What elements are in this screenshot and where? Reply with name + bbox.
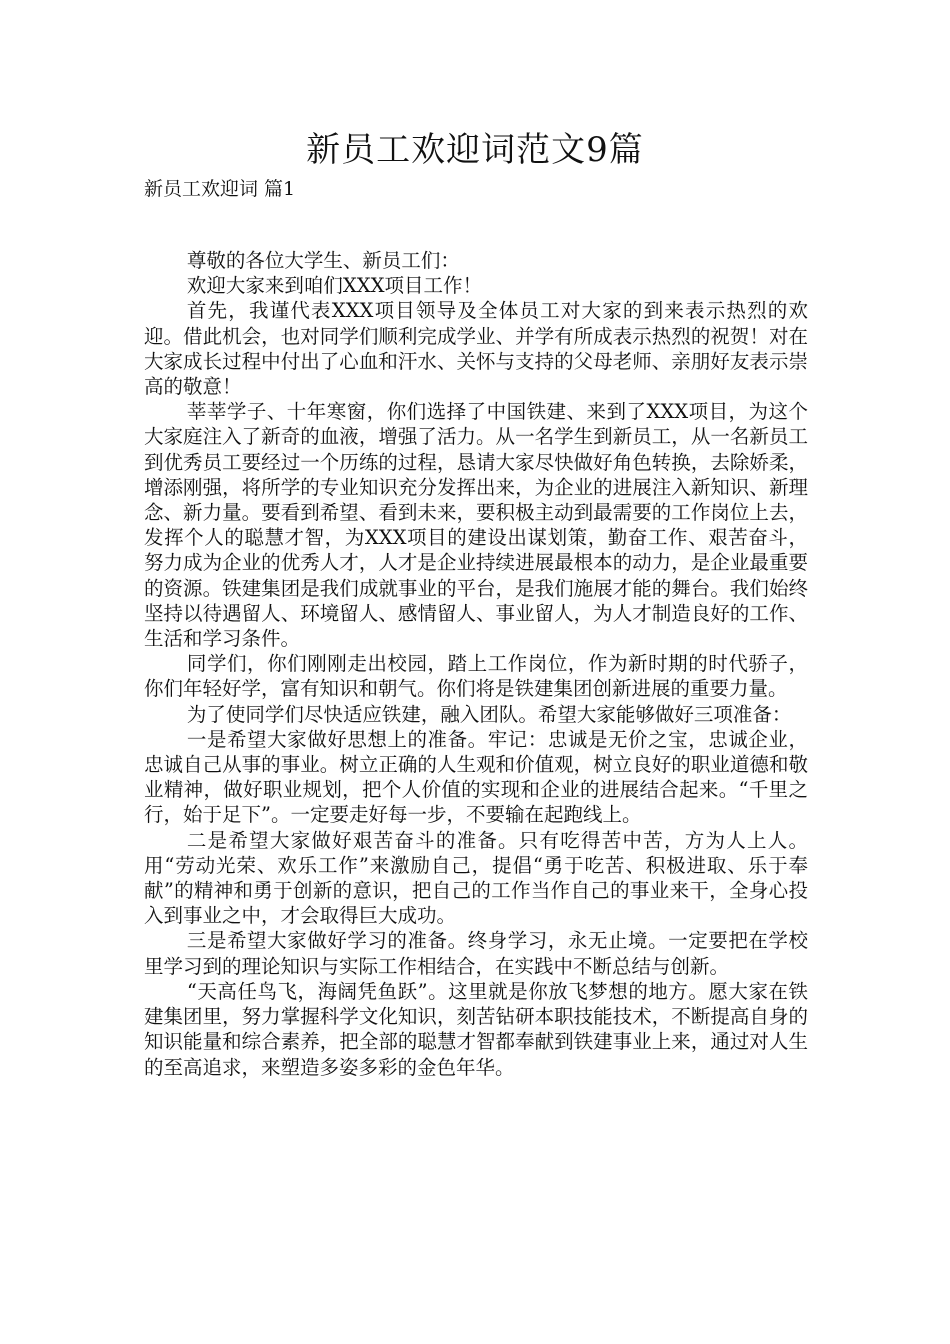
salutation: 尊敬的各位大学生、新员工们： (186, 249, 460, 272)
section-heading: 新员工欢迎词 篇1 (144, 178, 296, 200)
paragraph: 莘莘学子、十年寒窗，你们选择了中国铁建、来到了XXX项目，为这个大家庭注入了新奇的血液，增强了活力。从一名学生到新员工，从一名新员工到优秀员工要经过一个历练的过程，恳请大家尽快做好角色转换，去除娇柔，增添刚强，将所学的专业知识充分发挥出来，为企业的进展注入新知识、新理念、新力量。要看到希望、看到未来，要积极主动到最需要的工作岗位上去，发挥个人的聪慧才智，为XXX项目的建设出谋划策，勤奋工作、艰苦奋斗，努力成为企业的优秀人才，人才是企业持续进展最根本的动力，是企业最重要的资源。铁建集团是我们成就事业的平台，是我们施展才能的舞台。我们始终坚持以待遇留人、环境留人、感情留人、事业留人，为人才制造良好的工作、生活和学习条件。 (144, 400, 808, 651)
paragraph: 欢迎大家来到咱们XXX项目工作！ (186, 274, 483, 298)
paragraph: 为了使同学们尽快适应铁建，融入团队。希望大家能够做好三项准备： (186, 702, 792, 726)
paragraph: 首先，我谨代表XXX项目领导及全体员工对大家的到来表示热烈的欢迎。借此机会，也对同学们顺利完成学业、并学有所成表示热烈的祝贺！对在大家成长过程中付出了心血和汗水、关怀与支持的父母老师、亲朋好友表示崇高的敬意！ (144, 299, 808, 399)
paragraph: 一是希望大家做好思想上的准备。牢记：忠诚是无价之宝，忠诚企业，忠诚自己从事的事业。树立正确的人生观和价值观，树立良好的职业道德和敬业精神，做好职业规划，把个人价值的实现和企业的进展结合起来。“千里之行，始于足下”。一定要走好每一步，不要输在起跑线上。 (144, 727, 808, 827)
document-title: 新员工欢迎词范文9篇 (306, 130, 644, 170)
paragraph: 三是希望大家做好学习的准备。终身学习，永无止境。一定要把在学校里学习到的理论知识与实际工作相结合，在实践中不断总结与创新。 (144, 929, 808, 978)
paragraph: 二是希望大家做好艰苦奋斗的准备。只有吃得苦中苦，方为人上人。用“劳动光荣、欢乐工作”来激励自己，提倡“勇于吃苦、积极进取、乐于奉献”的精神和勇于创新的意识，把自己的工作当作自己的事业来干，全身心投入到事业之中，才会取得巨大成功。 (144, 828, 808, 928)
paragraph: 同学们，你们刚刚走出校园，踏上工作岗位，作为新时期的时代骄子，你们年轻好学，富有知识和朝气。你们将是铁建集团创新进展的重要力量。 (144, 652, 808, 701)
document-body (144, 248, 808, 1080)
paragraph: “天高任鸟飞，海阔凭鱼跃”。这里就是你放飞梦想的地方。愿大家在铁建集团里，努力掌握科学文化知识，刻苦钻研本职技能技术，不断提高自身的知识能量和综合素养，把全部的聪慧才智都奉献到铁建事业上来，通过对人生的至高追求，来塑造多姿多彩的金色年华。 (144, 979, 808, 1079)
